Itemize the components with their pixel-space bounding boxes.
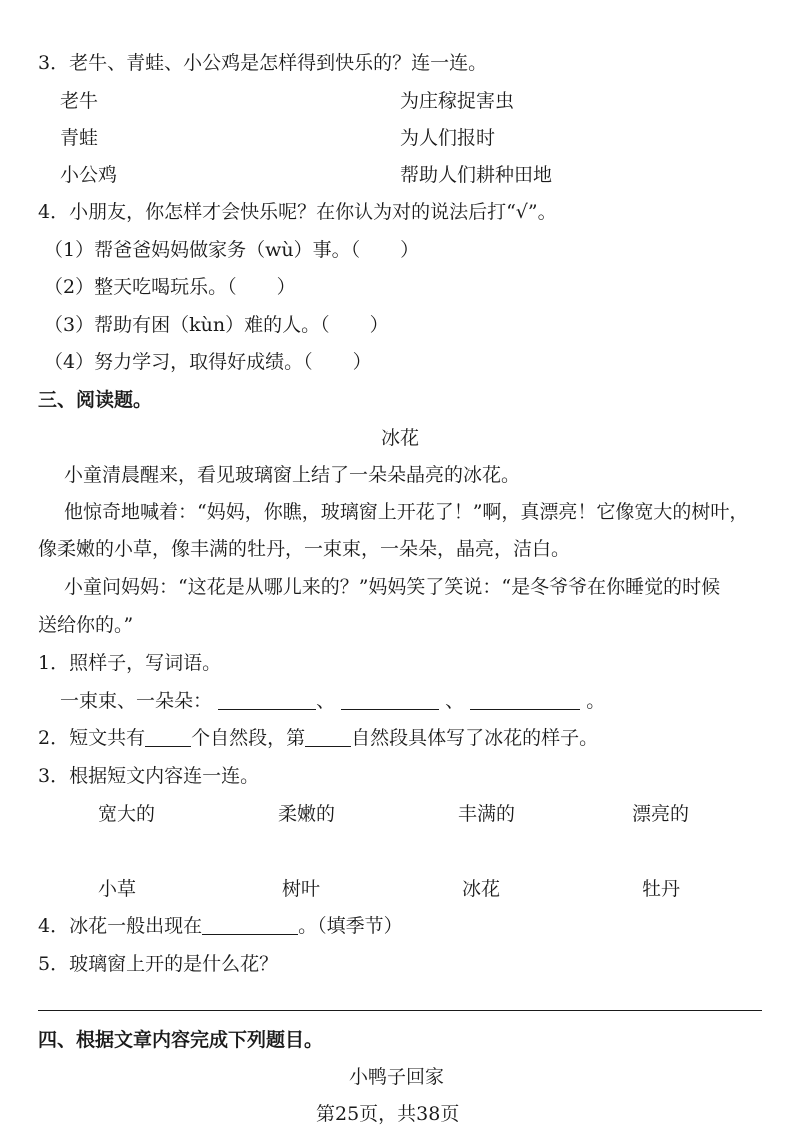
reading-q2 bbox=[38, 723, 598, 750]
match-bottom-1: 小草 bbox=[98, 878, 137, 900]
passage-paragraph-2: 他惊奇地喊着：“妈妈，你瞧，玻璃窗上开花了！”啊，真漂亮！它像宽大的树叶， bbox=[64, 501, 749, 523]
match-right-2: 为人们报时 bbox=[400, 127, 496, 149]
q2-text-1: 2．短文共有 bbox=[38, 727, 146, 749]
match-left-2: 青蛙 bbox=[60, 127, 99, 149]
passage-paragraph-3-cont: 送给你的。” bbox=[38, 614, 134, 636]
check-item-3 bbox=[44, 310, 389, 337]
example-words: 一束束、一朵朵： bbox=[60, 690, 213, 712]
close-paren: ） bbox=[276, 276, 296, 298]
section-3-heading: 三、阅读题。 bbox=[38, 389, 153, 411]
match-bottom-4: 牡丹 bbox=[642, 878, 681, 900]
answer-blank-season[interactable] bbox=[202, 916, 298, 935]
close-paren: ） bbox=[369, 314, 389, 336]
passage-paragraph-1: 小童清晨醒来，看见玻璃窗上结了一朵朵晶亮的冰花。 bbox=[64, 464, 521, 486]
question-3-prompt: 3．老牛、青蛙、小公鸡是怎样得到快乐的？连一连。 bbox=[38, 52, 488, 74]
reading-q1-line bbox=[60, 686, 605, 713]
match-top-2: 柔嫩的 bbox=[278, 803, 336, 825]
answer-blank-paragraph-count[interactable] bbox=[145, 728, 191, 747]
reading-q5-prompt: 5．玻璃窗上开的是什么花？ bbox=[38, 953, 279, 975]
end-mark: 。 bbox=[586, 690, 606, 712]
q4-text-2: 。（填季节） bbox=[298, 915, 403, 937]
match-right-1: 为庄稼捉害虫 bbox=[400, 90, 515, 112]
reading-q3-prompt: 3．根据短文内容连一连。 bbox=[38, 765, 260, 787]
answer-blank-3[interactable] bbox=[470, 691, 580, 710]
passage-paragraph-3: 小童问妈妈：“这花是从哪儿来的？”妈妈笑了笑说：“是冬爷爷在你睡觉的时候 bbox=[64, 576, 721, 598]
separator: 、 bbox=[316, 690, 336, 712]
reading-q1-prompt: 1．照样子，写词语。 bbox=[38, 652, 222, 674]
q2-text-2: 个自然段，第 bbox=[191, 727, 306, 749]
q4-text-1: 4．冰花一般出现在 bbox=[38, 915, 203, 937]
answer-blank-1[interactable] bbox=[218, 691, 316, 710]
close-paren: ） bbox=[400, 239, 420, 261]
match-top-4: 漂亮的 bbox=[632, 803, 690, 825]
match-right-3: 帮助人们耕种田地 bbox=[400, 164, 553, 186]
check-item-1 bbox=[44, 235, 419, 262]
answer-line[interactable] bbox=[38, 1010, 762, 1011]
match-bottom-2: 树叶 bbox=[282, 878, 321, 900]
check-item-text: （1）帮爸爸妈妈做家务（wù）事。（ bbox=[44, 239, 361, 261]
check-item-4 bbox=[44, 347, 372, 374]
close-paren: ） bbox=[352, 351, 372, 373]
match-left-1: 老牛 bbox=[60, 90, 99, 112]
check-item-2 bbox=[44, 272, 296, 299]
page-number: 第25页，共38页 bbox=[316, 1103, 460, 1125]
answer-blank-paragraph-number[interactable] bbox=[305, 728, 351, 747]
section-4-heading: 四、根据文章内容完成下列题目。 bbox=[38, 1029, 324, 1051]
answer-blank-2[interactable] bbox=[341, 691, 439, 710]
match-bottom-3: 冰花 bbox=[462, 878, 501, 900]
check-item-text: （3）帮助有困（kùn）难的人。（ bbox=[44, 314, 330, 336]
match-top-1: 宽大的 bbox=[98, 803, 156, 825]
match-left-3: 小公鸡 bbox=[60, 164, 118, 186]
check-item-text: （4）努力学习，取得好成绩。（ bbox=[44, 351, 313, 373]
check-item-text: （2）整天吃喝玩乐。（ bbox=[44, 276, 237, 298]
passage-paragraph-2-cont: 像柔嫩的小草，像丰满的牡丹，一束束，一朵朵，晶亮，洁白。 bbox=[38, 538, 571, 560]
separator: 、 bbox=[445, 690, 465, 712]
match-top-3: 丰满的 bbox=[458, 803, 516, 825]
reading-q4 bbox=[38, 911, 403, 938]
question-4-prompt: 4．小朋友，你怎样才会快乐呢？在你认为对的说法后打“√”。 bbox=[38, 201, 557, 223]
section-4-title: 小鸭子回家 bbox=[349, 1066, 445, 1088]
q2-text-3: 自然段具体写了冰花的样子。 bbox=[351, 727, 599, 749]
passage-title: 冰花 bbox=[381, 427, 420, 449]
